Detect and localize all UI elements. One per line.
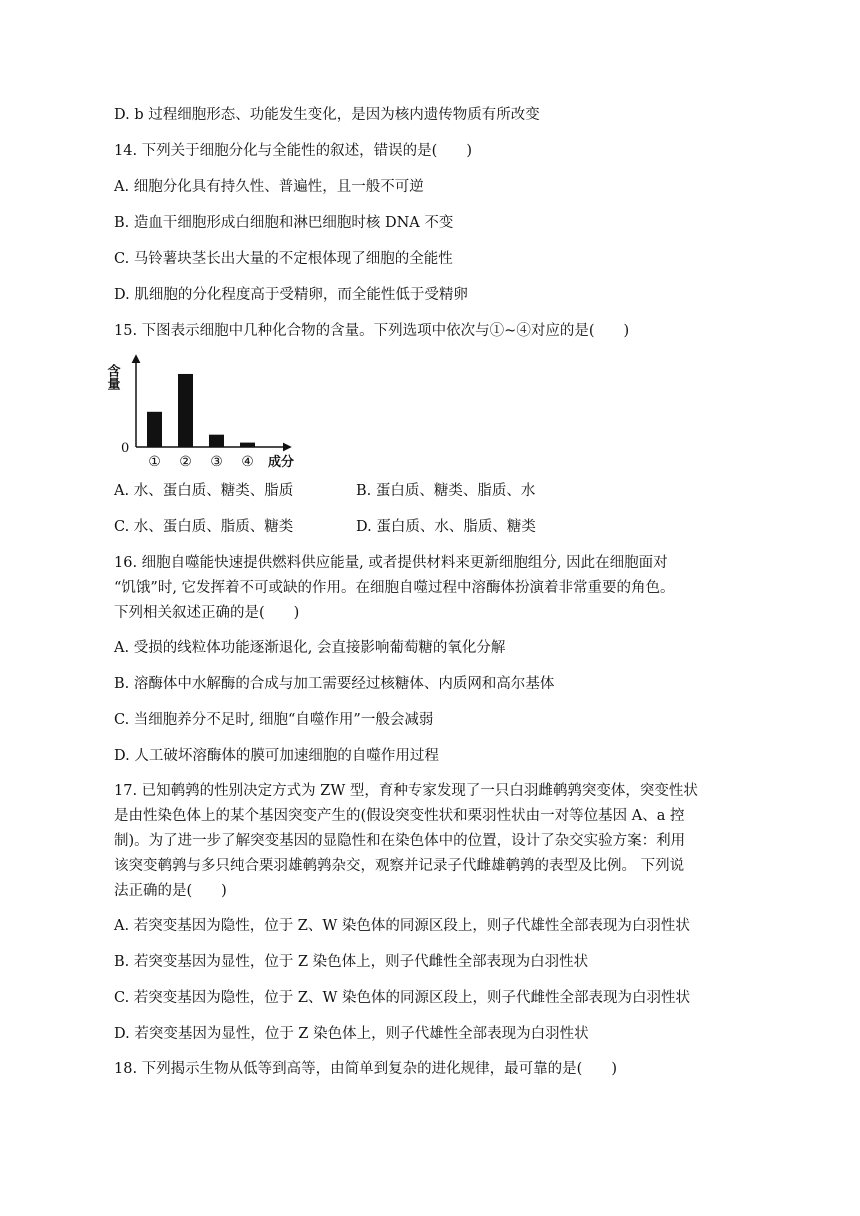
question-14: 14. 下列关于细胞分化与全能性的叙述，错误的是( ): [114, 143, 472, 159]
q17-option-c: C. 若突变基因为隐性，位于 Z、W 染色体的同源区段上，则子代雌性全部表现为白羽性状: [114, 990, 690, 1006]
tick-label-1: ①: [148, 454, 161, 470]
q13-option-d: D. b 过程细胞形态、功能发生变化，是因为核内遗传物质有所改变: [114, 107, 540, 123]
bar-2: [178, 374, 193, 447]
q15-option-b: B. 蛋白质、糖类、脂质、水: [356, 483, 536, 499]
q16-option-d: D. 人工破坏溶酶体的膜可加速细胞的自噬作用过程: [114, 748, 439, 764]
q16-option-c: C. 当细胞养分不足时, 细胞“自噬作用”一般会减弱: [114, 712, 434, 728]
y-axis-label: 含量: [104, 364, 120, 390]
q16-option-b: B. 溶酶体中水解酶的合成与加工需要经过核糖体、内质网和高尔基体: [114, 676, 555, 692]
q16-option-a: A. 受损的线粒体功能逐渐退化, 会直接影响葡萄糖的氧化分解: [114, 640, 506, 656]
question-18: 18. 下列揭示生物从低等到高等，由简单到复杂的进化规律，最可靠的是( ): [114, 1061, 617, 1077]
q14-option-d: D. 肌细胞的分化程度高于受精卵，而全能性低于受精卵: [114, 287, 468, 303]
q15-option-a: A. 水、蛋白质、糖类、脂质: [114, 483, 294, 499]
q17-option-d: D. 若突变基因为显性，位于 Z 染色体上，则子代雄性全部表现为白羽性状: [114, 1026, 589, 1042]
q15-option-d: D. 蛋白质、水、脂质、糖类: [356, 519, 536, 535]
question-16-line-2: “饥饿”时, 它发挥着不可或缺的作用。在细胞自噬过程中溶酶体扮演着非常重要的角色。: [114, 580, 675, 596]
question-17-line-5: 法正确的是( ): [114, 883, 227, 899]
tick-label-4: ④: [241, 454, 254, 470]
question-17-line-3: 制)。为了进一步了解突变基因的显隐性和在染色体中的位置，设计了杂交实验方案：利用: [114, 833, 686, 849]
question-17-line-4: 该突变鹌鹑与多只纯合栗羽雄鹌鹑杂交，观察并记录子代雌雄鹌鹑的表型及比例。 下列说: [114, 858, 685, 874]
q14-option-c: C. 马铃薯块茎长出大量的不定根体现了细胞的全能性: [114, 251, 453, 267]
bar-3: [209, 435, 224, 447]
tick-label-2: ②: [179, 454, 192, 470]
q17-option-a: A. 若突变基因为隐性，位于 Z、W 染色体的同源区段上，则子代雄性全部表现为白羽性状: [114, 918, 690, 934]
question-16-line-3: 下列相关叙述正确的是( ): [114, 605, 300, 621]
origin-label: 0: [121, 441, 130, 456]
question-15: 15. 下图表示细胞中几种化合物的含量。下列选项中依次与①~④对应的是( ): [114, 323, 630, 339]
question-17-line-1: 17. 已知鹌鹑的性别决定方式为 ZW 型，育种专家发现了一只白羽雌鹌鹑突变体，突变性状: [114, 783, 698, 799]
x-axis-label: 成分: [268, 455, 295, 470]
q17-option-b: B. 若突变基因为显性，位于 Z 染色体上，则子代雌性全部表现为白羽性状: [114, 954, 589, 970]
q15-options-row-2: [114, 517, 536, 537]
question-16-line-1: 16. 细胞自噬能快速提供燃料供应能量, 或者提供材料来更新细胞组分, 因此在细胞面对: [114, 555, 668, 571]
compound-content-chart: [104, 352, 312, 476]
q14-option-a: A. 细胞分化具有持久性、普遍性，且一般不可逆: [114, 179, 424, 195]
tick-label-3: ③: [210, 454, 223, 470]
bar-4: [240, 443, 255, 447]
q14-option-b: B. 造血干细胞形成白细胞和淋巴细胞时核 DNA 不变: [114, 215, 454, 231]
q15-option-c: C. 水、蛋白质、脂质、糖类: [114, 519, 294, 535]
q15-options-row-1: [114, 481, 536, 501]
bar-1: [147, 412, 162, 447]
question-17-line-2: 是由性染色体上的某个基因突变产生的(假设突变性状和栗羽性状由一对等位基因 A、a 控: [114, 808, 685, 824]
